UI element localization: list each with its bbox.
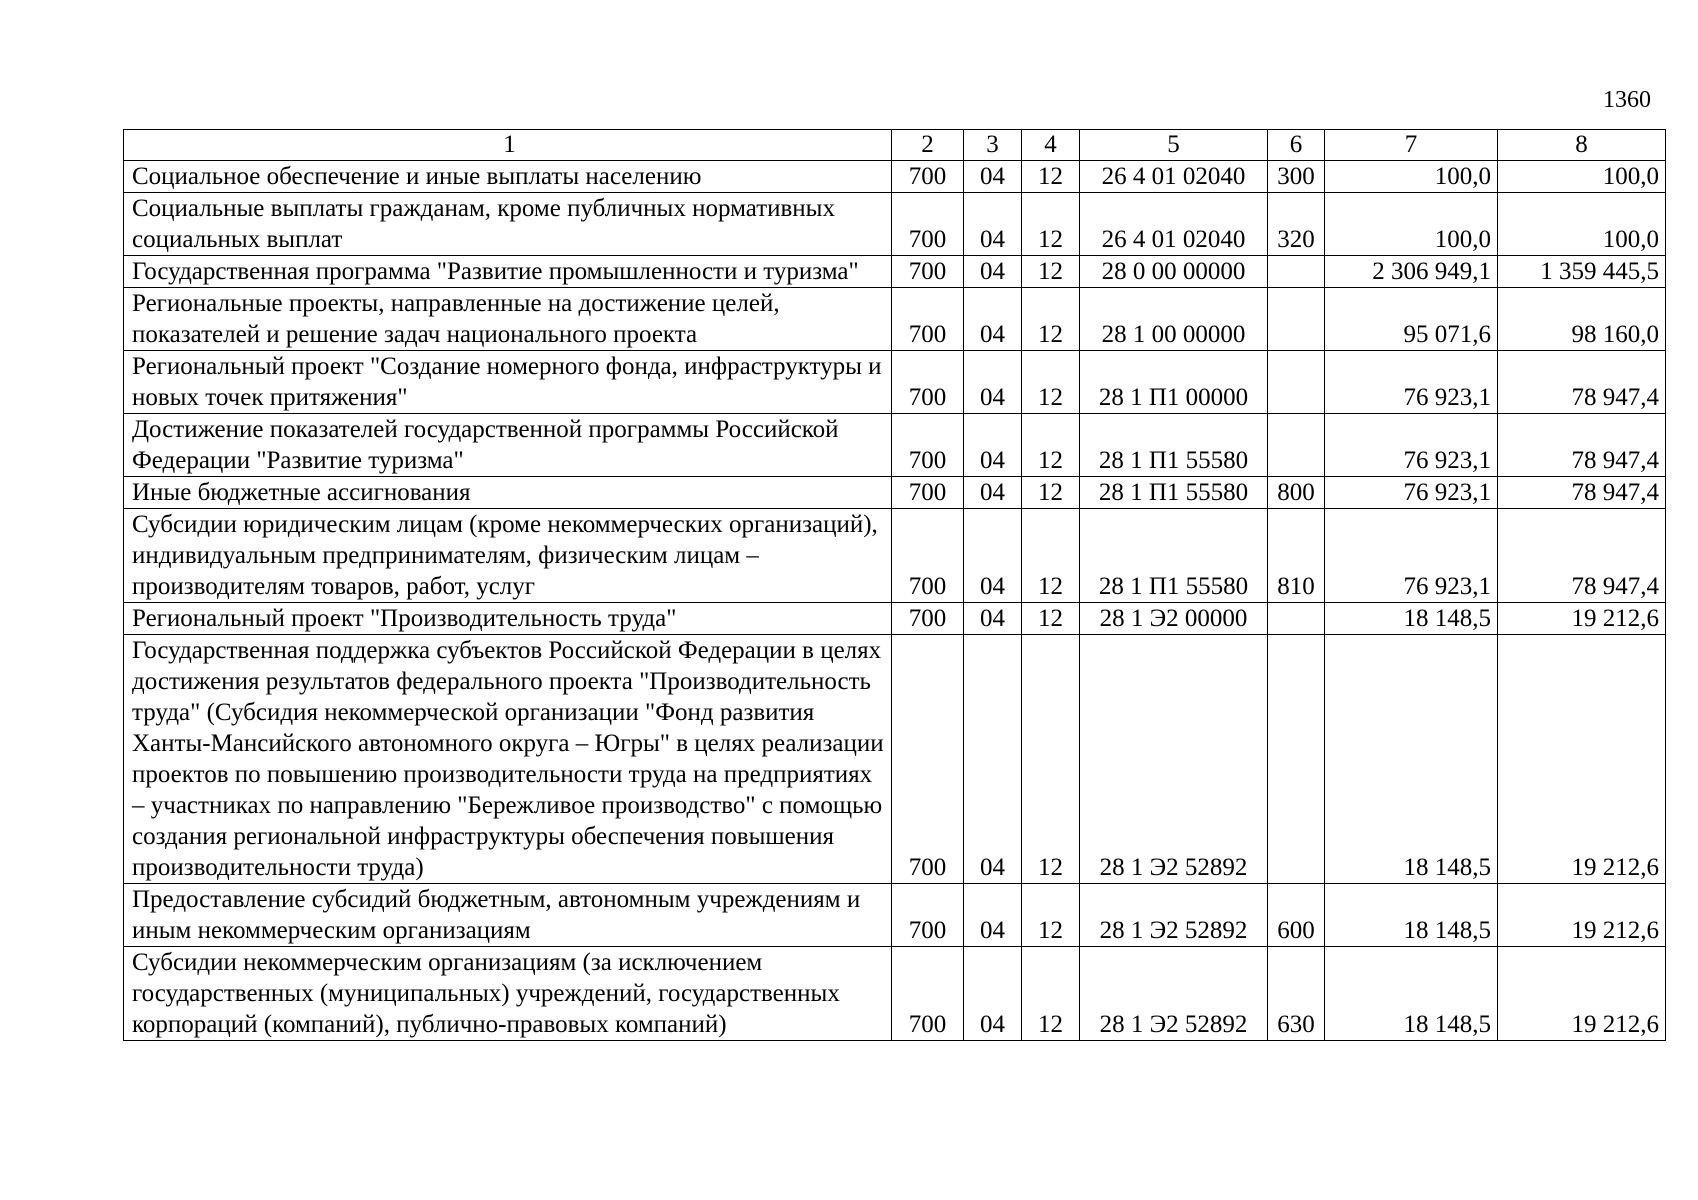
target-article-cell: 28 1 Э2 52892 (1080, 635, 1268, 884)
subsection-code-cell: 04 (964, 635, 1022, 884)
row-name-cell: Иные бюджетные ассигнования (124, 477, 892, 509)
table-row (124, 635, 1666, 884)
target-article-cell: 28 0 00 00000 (1080, 256, 1268, 288)
target-article-cell: 28 1 П1 00000 (1080, 351, 1268, 414)
subsection-code-cell: 04 (964, 477, 1022, 509)
subsection-code-cell: 04 (964, 947, 1022, 1041)
section-code-cell: 700 (892, 256, 964, 288)
section-code-cell: 700 (892, 635, 964, 884)
subsection-code-cell: 04 (964, 193, 1022, 256)
subsection-code-cell-2: 12 (1022, 947, 1080, 1041)
subsection-code-cell: 04 (964, 414, 1022, 477)
amount-cell-7: 100,0 (1325, 193, 1498, 256)
table-row (124, 161, 1666, 193)
subsection-code-cell-2: 12 (1022, 884, 1080, 947)
table-row (124, 947, 1666, 1041)
table-row (124, 509, 1666, 603)
expense-type-cell (1268, 603, 1325, 635)
section-code-cell: 700 (892, 947, 964, 1041)
column-header: 4 (1022, 130, 1080, 161)
table-row (124, 193, 1666, 256)
amount-cell-8: 78 947,4 (1498, 414, 1666, 477)
target-article-cell: 28 1 П1 55580 (1080, 509, 1268, 603)
page-number: 1360 (1603, 87, 1651, 113)
column-header: 6 (1268, 130, 1325, 161)
row-name-cell: Государственная программа "Развитие промышленности и туризма" (124, 256, 892, 288)
section-code-cell: 700 (892, 477, 964, 509)
expense-type-cell: 810 (1268, 509, 1325, 603)
amount-cell-7: 2 306 949,1 (1325, 256, 1498, 288)
amount-cell-7: 100,0 (1325, 161, 1498, 193)
amount-cell-8: 19 212,6 (1498, 635, 1666, 884)
expense-type-cell (1268, 351, 1325, 414)
expense-type-cell: 600 (1268, 884, 1325, 947)
expense-type-cell (1268, 288, 1325, 351)
row-name-cell: Субсидии некоммерческим организациям (за исключением государственных (муниципальных) учреждений, государственных корпораций (компаний), публично-правовых компаний) (124, 947, 892, 1041)
table-row (124, 477, 1666, 509)
section-code-cell: 700 (892, 351, 964, 414)
amount-cell-8: 1 359 445,5 (1498, 256, 1666, 288)
row-name-cell: Субсидии юридическим лицам (кроме некоммерческих организаций), индивидуальным предпринимателям, физическим лицам – производителям товаров, работ, услуг (124, 509, 892, 603)
amount-cell-7: 95 071,6 (1325, 288, 1498, 351)
amount-cell-7: 18 148,5 (1325, 947, 1498, 1041)
amount-cell-8: 100,0 (1498, 193, 1666, 256)
subsection-code-cell: 04 (964, 509, 1022, 603)
amount-cell-7: 76 923,1 (1325, 414, 1498, 477)
column-header: 5 (1080, 130, 1268, 161)
subsection-code-cell: 04 (964, 256, 1022, 288)
amount-cell-8: 100,0 (1498, 161, 1666, 193)
subsection-code-cell-2: 12 (1022, 161, 1080, 193)
table-row (124, 288, 1666, 351)
column-header: 1 (124, 130, 892, 161)
subsection-code-cell-2: 12 (1022, 477, 1080, 509)
row-name-cell: Региональный проект "Производительность труда" (124, 603, 892, 635)
row-name-cell: Региональные проекты, направленные на достижение целей, показателей и решение задач национального проекта (124, 288, 892, 351)
expense-type-cell: 300 (1268, 161, 1325, 193)
subsection-code-cell-2: 12 (1022, 635, 1080, 884)
section-code-cell: 700 (892, 414, 964, 477)
subsection-code-cell-2: 12 (1022, 193, 1080, 256)
table-row (124, 351, 1666, 414)
target-article-cell: 28 1 П1 55580 (1080, 414, 1268, 477)
amount-cell-7: 76 923,1 (1325, 509, 1498, 603)
subsection-code-cell: 04 (964, 161, 1022, 193)
target-article-cell: 28 1 Э2 52892 (1080, 947, 1268, 1041)
subsection-code-cell: 04 (964, 351, 1022, 414)
expense-type-cell (1268, 414, 1325, 477)
table-row (124, 256, 1666, 288)
amount-cell-7: 18 148,5 (1325, 635, 1498, 884)
subsection-code-cell-2: 12 (1022, 256, 1080, 288)
subsection-code-cell-2: 12 (1022, 351, 1080, 414)
target-article-cell: 26 4 01 02040 (1080, 193, 1268, 256)
expense-type-cell: 320 (1268, 193, 1325, 256)
subsection-code-cell-2: 12 (1022, 603, 1080, 635)
expense-type-cell: 630 (1268, 947, 1325, 1041)
subsection-code-cell-2: 12 (1022, 509, 1080, 603)
subsection-code-cell-2: 12 (1022, 288, 1080, 351)
amount-cell-7: 18 148,5 (1325, 603, 1498, 635)
table-row (124, 414, 1666, 477)
section-code-cell: 700 (892, 509, 964, 603)
subsection-code-cell: 04 (964, 288, 1022, 351)
target-article-cell: 28 1 П1 55580 (1080, 477, 1268, 509)
column-header: 8 (1498, 130, 1666, 161)
expense-type-cell (1268, 635, 1325, 884)
budget-table (123, 129, 1666, 1041)
amount-cell-8: 19 212,6 (1498, 884, 1666, 947)
column-header: 7 (1325, 130, 1498, 161)
section-code-cell: 700 (892, 288, 964, 351)
amount-cell-7: 76 923,1 (1325, 351, 1498, 414)
amount-cell-8: 78 947,4 (1498, 509, 1666, 603)
amount-cell-8: 19 212,6 (1498, 603, 1666, 635)
target-article-cell: 28 1 00 00000 (1080, 288, 1268, 351)
row-name-cell: Социальное обеспечение и иные выплаты населению (124, 161, 892, 193)
amount-cell-7: 18 148,5 (1325, 884, 1498, 947)
row-name-cell: Достижение показателей государственной программы Российской Федерации "Развитие туризма" (124, 414, 892, 477)
amount-cell-8: 78 947,4 (1498, 477, 1666, 509)
amount-cell-8: 78 947,4 (1498, 351, 1666, 414)
amount-cell-8: 19 212,6 (1498, 947, 1666, 1041)
amount-cell-8: 98 160,0 (1498, 288, 1666, 351)
row-name-cell: Государственная поддержка субъектов Российской Федерации в целях достижения результатов федерального проекта "Производительность труда" (Субсидия некоммерческой организации "Фонд развития Ханты-Мансийского автономного округа – Югры" в целях реализации проектов по повышению производительности труда на предприятиях – участниках по направлению "Бережливое производство" с помощью создания региональной инфраструктуры обеспечения повышения производительности труда) (124, 635, 892, 884)
column-header: 3 (964, 130, 1022, 161)
target-article-cell: 26 4 01 02040 (1080, 161, 1268, 193)
target-article-cell: 28 1 Э2 00000 (1080, 603, 1268, 635)
subsection-code-cell-2: 12 (1022, 414, 1080, 477)
section-code-cell: 700 (892, 193, 964, 256)
table-row (124, 884, 1666, 947)
section-code-cell: 700 (892, 603, 964, 635)
table-header-row (124, 130, 1666, 161)
table-row (124, 603, 1666, 635)
expense-type-cell (1268, 256, 1325, 288)
row-name-cell: Предоставление субсидий бюджетным, автономным учреждениям и иным некоммерческим организациям (124, 884, 892, 947)
column-header: 2 (892, 130, 964, 161)
target-article-cell: 28 1 Э2 52892 (1080, 884, 1268, 947)
subsection-code-cell: 04 (964, 603, 1022, 635)
expense-type-cell: 800 (1268, 477, 1325, 509)
row-name-cell: Региональный проект "Создание номерного фонда, инфраструктуры и новых точек притяжения" (124, 351, 892, 414)
section-code-cell: 700 (892, 161, 964, 193)
section-code-cell: 700 (892, 884, 964, 947)
row-name-cell: Социальные выплаты гражданам, кроме публичных нормативных социальных выплат (124, 193, 892, 256)
subsection-code-cell: 04 (964, 884, 1022, 947)
amount-cell-7: 76 923,1 (1325, 477, 1498, 509)
